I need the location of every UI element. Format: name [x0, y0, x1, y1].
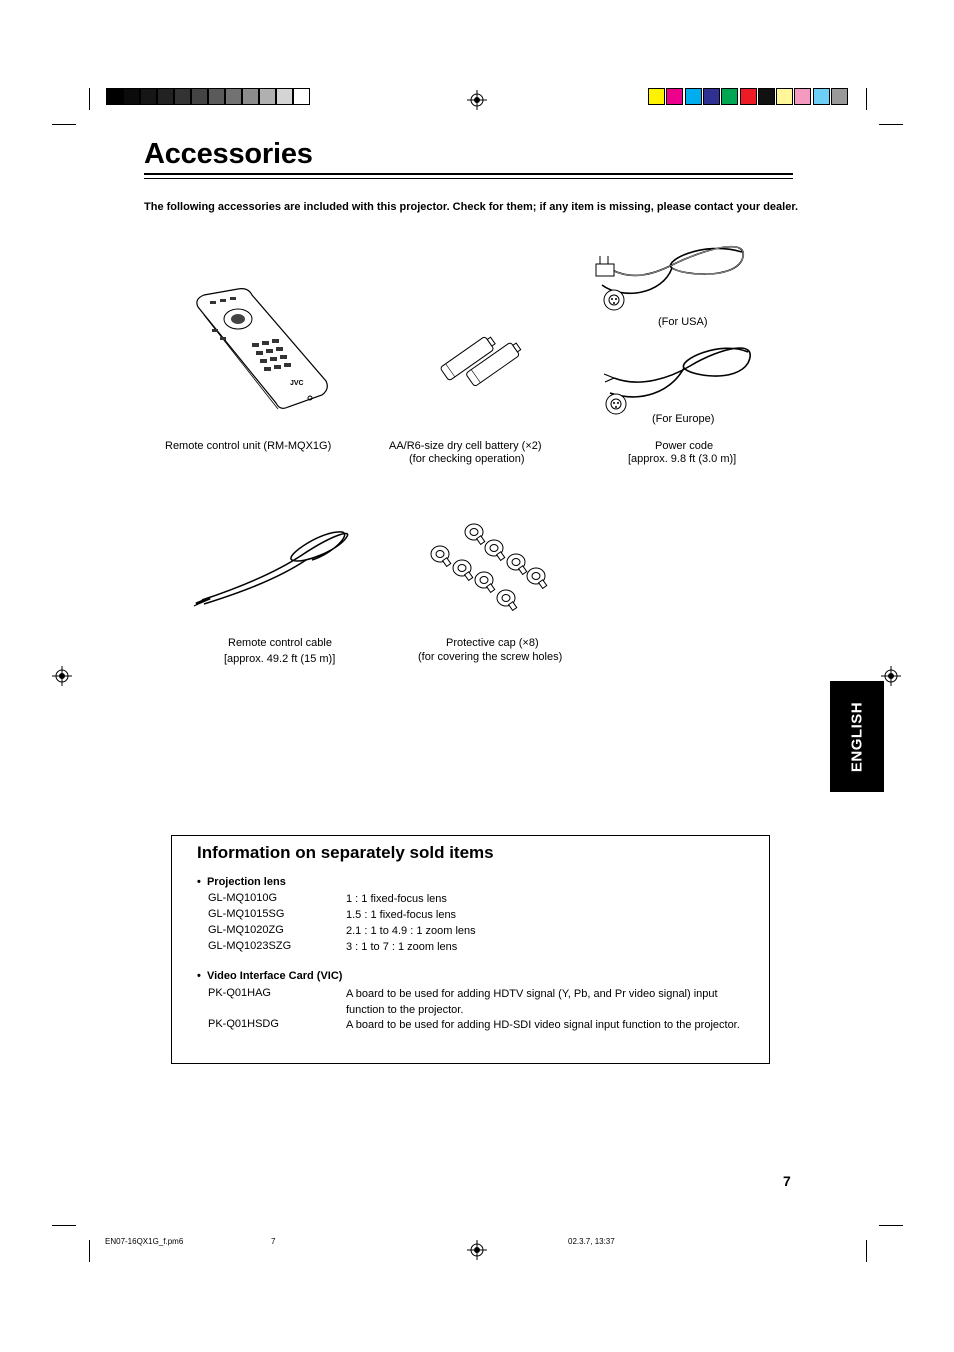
- color-swatch: [208, 88, 225, 105]
- crop-mark: [89, 1240, 90, 1262]
- vic-desc: A board to be used for adding HD-SDI video signal input function to the projector.: [346, 1019, 740, 1031]
- power-usa-caption: (For USA): [658, 316, 708, 328]
- registration-mark-icon: [467, 90, 487, 110]
- crop-mark: [52, 1225, 76, 1226]
- color-swatch: [703, 88, 720, 105]
- remote-brand: JVC: [290, 380, 304, 387]
- remote-caption: Remote control unit (RM-MQX1G): [165, 440, 332, 452]
- remote-cable-icon: [192, 520, 352, 610]
- language-tab: [830, 681, 884, 792]
- power-cord-europe-icon: [600, 338, 756, 418]
- color-swatch: [123, 88, 140, 105]
- crop-mark: [866, 1240, 867, 1262]
- crop-mark: [879, 124, 903, 125]
- cap-center: [502, 595, 510, 602]
- crop-mark: [879, 1225, 903, 1226]
- color-swatch: [740, 88, 757, 105]
- language-tab-label: ENGLISH: [848, 701, 866, 772]
- color-swatch: [776, 88, 793, 105]
- footer-file: EN07-16QX1G_f.pm6: [105, 1237, 184, 1246]
- color-swatch: [293, 88, 310, 105]
- color-swatch: [174, 88, 191, 105]
- page-number: 7: [783, 1173, 791, 1189]
- color-swatch: [758, 88, 775, 105]
- power-caption-1: Power code: [655, 440, 714, 452]
- cable-caption-2: [approx. 49.2 ft (15 m)]: [224, 653, 336, 665]
- info-box-heading: Information on separately sold items: [197, 843, 494, 862]
- registration-mark-icon: [881, 666, 901, 686]
- page-title: Accessories: [144, 138, 313, 170]
- color-swatch: [259, 88, 276, 105]
- power-europe-caption: (For Europe): [652, 413, 715, 425]
- color-swatch: [685, 88, 702, 105]
- cap-center: [512, 559, 520, 566]
- lens-code: GL-MQ1023SZG: [208, 940, 292, 952]
- remote-control-icon: [190, 285, 335, 415]
- cap-center: [470, 529, 478, 536]
- protective-caps-icon: [428, 518, 553, 613]
- battery-icon: [435, 330, 535, 385]
- power-caption-2: [approx. 9.8 ft (3.0 m)]: [628, 453, 737, 465]
- color-swatch: [140, 88, 157, 105]
- lens-code: GL-MQ1020ZG: [208, 924, 284, 936]
- registration-mark-icon: [52, 666, 72, 686]
- vic-code: PK-Q01HSDG: [208, 1018, 279, 1030]
- color-swatch: [157, 88, 174, 105]
- intro-text: The following accessories are included with this projector. Check for them; if any item is missing, please contact your dealer.: [144, 201, 799, 213]
- crop-mark: [52, 124, 76, 125]
- footer-page: 7: [271, 1237, 276, 1246]
- lens-desc: 1.5 : 1 fixed-focus lens: [346, 909, 457, 921]
- lens-desc: 2.1 : 1 to 4.9 : 1 zoom lens: [346, 925, 476, 937]
- lens-code: GL-MQ1015SG: [208, 908, 285, 920]
- lens-desc: 1 : 1 fixed-focus lens: [346, 893, 447, 905]
- cable-caption-1: Remote control cable: [228, 637, 332, 649]
- title-rule-thin: [144, 178, 793, 179]
- caps-caption-1: Protective cap (×8): [446, 637, 539, 649]
- color-swatch: [813, 88, 830, 105]
- registration-mark-icon: [467, 1240, 487, 1260]
- vic-section-heading: • Video Interface Card (VIC): [197, 970, 343, 982]
- color-swatch: [666, 88, 683, 105]
- cap-center: [436, 551, 444, 558]
- color-swatch: [106, 88, 123, 105]
- cap-center: [490, 545, 498, 552]
- crop-mark: [89, 88, 90, 110]
- title-rule: [144, 173, 793, 175]
- footer-date: 02.3.7, 13:37: [568, 1237, 615, 1246]
- color-swatch: [794, 88, 811, 105]
- vic-code: PK-Q01HAG: [208, 987, 271, 999]
- battery-caption-2: (for checking operation): [409, 453, 525, 465]
- color-swatch: [831, 88, 848, 105]
- color-swatch: [225, 88, 242, 105]
- lens-code: GL-MQ1010G: [208, 892, 278, 904]
- lens-desc: 3 : 1 to 7 : 1 zoom lens: [346, 941, 458, 953]
- info-box: [171, 835, 770, 1064]
- crop-mark: [866, 88, 867, 110]
- cap-center: [480, 577, 488, 584]
- power-cord-usa-icon: [592, 240, 752, 320]
- lens-section-heading: • Projection lens: [197, 876, 286, 888]
- cap-center: [532, 573, 540, 580]
- vic-desc: A board to be used for adding HDTV signal (Y, Pb, and Pr video signal) input function to the projector.: [346, 988, 718, 1016]
- cap-center: [458, 565, 466, 572]
- caps-caption-2: (for covering the screw holes): [418, 651, 563, 663]
- color-swatch: [242, 88, 259, 105]
- color-swatch: [276, 88, 293, 105]
- color-swatch: [648, 88, 665, 105]
- battery-caption-1: AA/R6-size dry cell battery (×2): [389, 440, 542, 452]
- color-swatch: [721, 88, 738, 105]
- color-swatch: [191, 88, 208, 105]
